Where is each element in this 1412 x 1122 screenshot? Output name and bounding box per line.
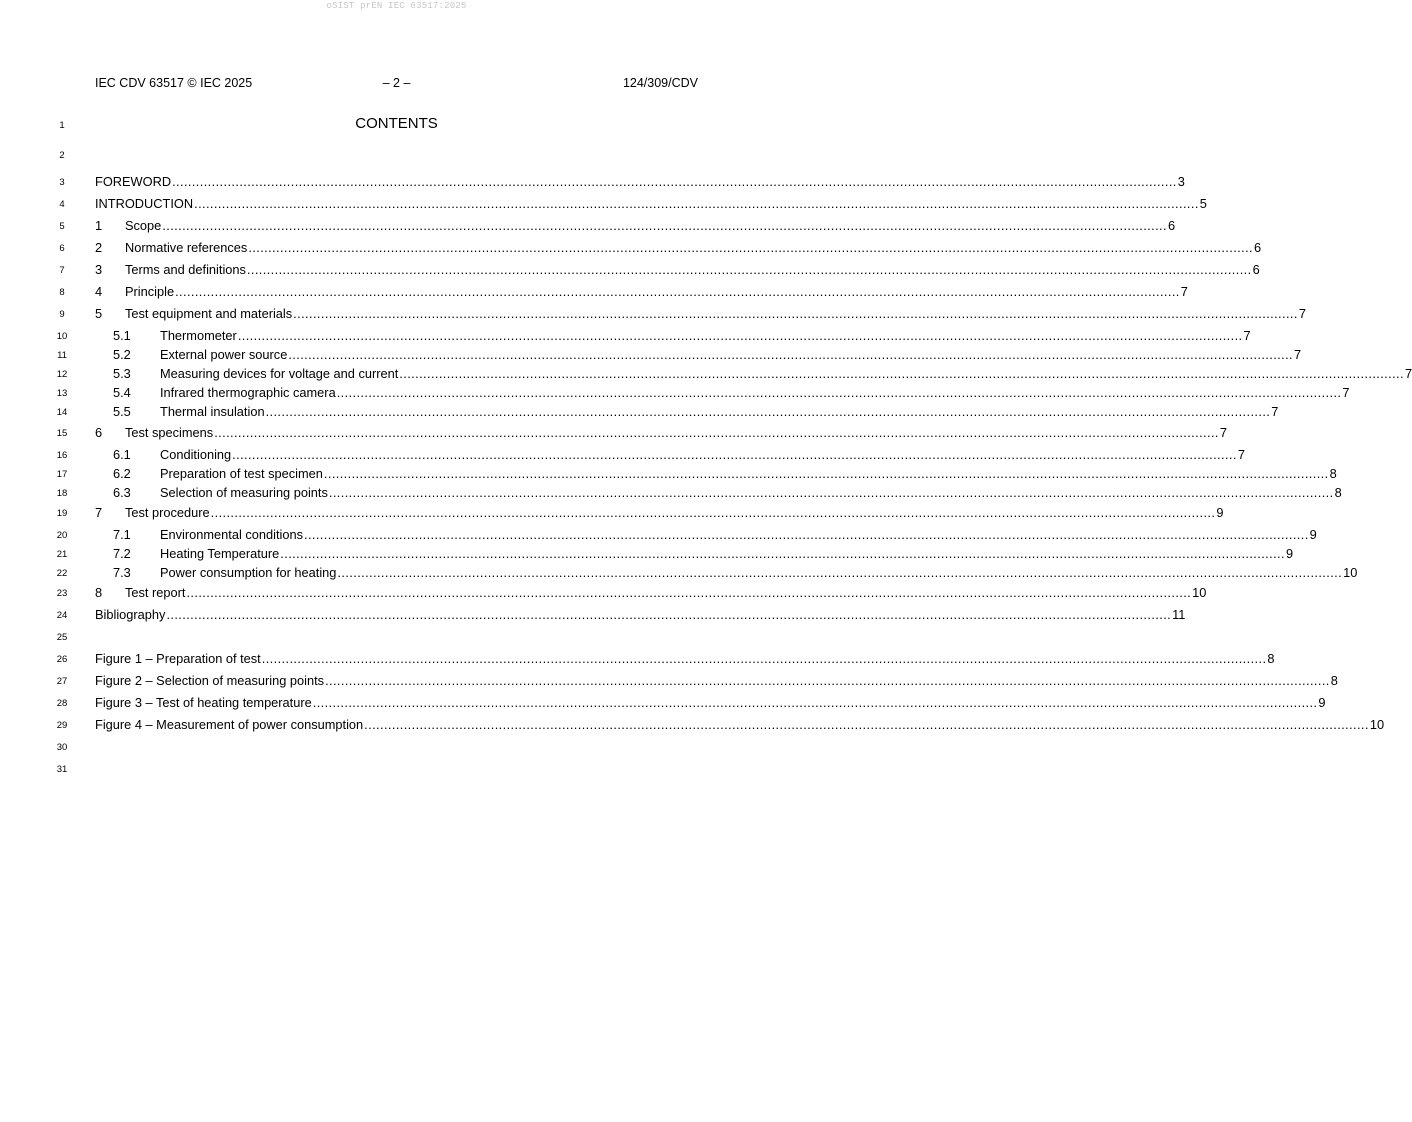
toc-entry-test-specimens[interactable] (95, 425, 1227, 441)
line-number: 9 (59, 309, 65, 320)
toc-entry-number: 4 (95, 284, 103, 299)
toc-entry-test-report[interactable] (95, 585, 1207, 601)
toc-entry-page: 8 (1329, 466, 1337, 481)
toc-entry-title: Measuring devices for voltage and current (160, 366, 399, 381)
toc-entry-number: 7.1 (113, 527, 131, 542)
toc-entry-title: Heating Temperature (160, 546, 280, 561)
toc-leader-dots: .............................................................................................................................................................................................................................................................. (336, 385, 1342, 400)
line-23 (0, 585, 1207, 601)
toc-entry-thermal-insulation[interactable] (113, 404, 1279, 420)
toc-entry-title: Selection of measuring points (160, 485, 328, 500)
line-26 (0, 651, 1275, 667)
toc-leader-dots: .............................................................................................................................................................................................................................................................. (172, 174, 1177, 189)
toc-entry-number: 1 (95, 218, 103, 233)
toc-entry-environmental-conditions[interactable] (113, 527, 1317, 543)
figure-entry-title: Figure 1 – Preparation of test (95, 651, 261, 666)
toc-leader-dots: .............................................................................................................................................................................................................................................................. (337, 565, 1343, 580)
toc-entry-test-procedure[interactable] (95, 505, 1224, 521)
toc-entry-page: 3 (1177, 174, 1185, 189)
toc-entry-introduction[interactable] (95, 196, 1207, 212)
line-8 (0, 284, 1188, 300)
line-number: 30 (56, 742, 68, 753)
line-number: 5 (59, 221, 65, 232)
line-number: 24 (56, 610, 68, 621)
toc-entry-page: 7 (1180, 284, 1188, 299)
toc-leader-dots: .............................................................................................................................................................................................................................................................. (232, 447, 1237, 462)
line-27 (0, 673, 1338, 689)
line-number: 18 (56, 488, 68, 499)
contents-title: CONTENTS (355, 115, 438, 132)
toc-leader-dots: .............................................................................................................................................................................................................................................................. (162, 218, 1167, 233)
line-7 (0, 262, 1260, 278)
toc-entry-page: 7 (1219, 425, 1227, 440)
header-reference: 124/309/CDV (622, 76, 698, 90)
toc-entry-title: Environmental conditions (160, 527, 303, 542)
toc-leader-dots: .............................................................................................................................................................................................................................................................. (194, 196, 1199, 211)
toc-entry-page: 11 (1172, 607, 1186, 622)
line-5 (0, 218, 1176, 234)
toc-leader-dots: .............................................................................................................................................................................................................................................................. (265, 404, 1271, 419)
toc-entry-page: 6 (1252, 262, 1260, 277)
toc-entry-heating-temperature[interactable] (113, 546, 1294, 562)
toc-entry-infrared-camera[interactable] (113, 385, 1350, 401)
toc-entry-number: 5 (95, 306, 103, 321)
line-number: 29 (56, 720, 68, 731)
line-number: 17 (56, 469, 68, 480)
figure-entry-page: 8 (1330, 673, 1338, 688)
line-number: 6 (59, 243, 65, 254)
line-number: 15 (56, 428, 68, 439)
toc-leader-dots: .............................................................................................................................................................................................................................................................. (364, 717, 1369, 732)
toc-entry-number: 5.2 (113, 347, 131, 362)
line-number: 22 (56, 568, 68, 579)
toc-entry-normative-references[interactable] (95, 240, 1262, 256)
toc-leader-dots: .............................................................................................................................................................................................................................................................. (303, 527, 1309, 542)
line-number: 26 (56, 654, 68, 665)
line-number: 19 (56, 508, 68, 519)
figure-entry-title: Figure 4 – Measurement of power consumption (95, 717, 364, 732)
toc-leader-dots: .............................................................................................................................................................................................................................................................. (261, 651, 1267, 666)
line-number: 2 (59, 150, 65, 161)
toc-entry-principle[interactable] (95, 284, 1188, 300)
line-10 (0, 328, 1251, 344)
toc-leader-dots: .............................................................................................................................................................................................................................................................. (237, 328, 1243, 343)
line-24 (0, 607, 1186, 623)
header-document-id: IEC CDV 63517 © IEC 2025 (95, 76, 253, 90)
line-number: 11 (57, 350, 67, 361)
toc-leader-dots: .............................................................................................................................................................................................................................................................. (175, 284, 1180, 299)
line-20 (0, 527, 1317, 543)
toc-entry-title: Power consumption for heating (160, 565, 337, 580)
toc-entry-title: Thermometer (160, 328, 237, 343)
header-page-number: – 2 – (382, 76, 411, 90)
line-4 (0, 196, 1207, 212)
toc-entry-page: 7 (1404, 366, 1412, 381)
toc-entry-title: Terms and definitions (125, 262, 246, 277)
line-number: 7 (59, 265, 65, 276)
toc-entry-number: 3 (95, 262, 103, 277)
line-13 (0, 385, 1350, 401)
line-number: 3 (59, 177, 65, 188)
toc-entry-bibliography[interactable] (95, 607, 1186, 623)
figure-entry-title: Figure 2 – Selection of measuring points (95, 673, 325, 688)
toc-entry-page: 7 (1294, 347, 1302, 362)
line-14 (0, 404, 1279, 420)
toc-entry-terms-definitions[interactable] (95, 262, 1260, 278)
toc-entry-title: Test equipment and materials (125, 306, 293, 321)
toc-entry-page: 7 (1237, 447, 1245, 462)
toc-entry-scope[interactable] (95, 218, 1176, 234)
figure-entry-2[interactable] (95, 673, 1338, 689)
figure-entry-page: 10 (1369, 717, 1385, 732)
toc-entry-thermometer[interactable] (113, 328, 1251, 344)
line-number: 27 (56, 676, 68, 687)
toc-leader-dots: .............................................................................................................................................................................................................................................................. (293, 306, 1298, 321)
line-number: 25 (56, 632, 68, 643)
toc-entry-number: 5.3 (113, 366, 131, 381)
toc-entry-number: 6.2 (113, 466, 131, 481)
line-11 (0, 347, 1302, 363)
line-number: 4 (59, 199, 65, 210)
line-28 (0, 695, 1326, 711)
toc-entry-title: Test report (125, 585, 186, 600)
toc-entry-page: 5 (1199, 196, 1207, 211)
toc-entry-external-power-source[interactable] (113, 347, 1302, 363)
toc-leader-dots: .............................................................................................................................................................................................................................................................. (328, 485, 1334, 500)
line-12 (0, 366, 1412, 382)
toc-entry-number: 7.2 (113, 546, 131, 561)
toc-leader-dots: .............................................................................................................................................................................................................................................................. (186, 585, 1192, 600)
line-number: 8 (59, 287, 65, 298)
line-number: 1 (59, 120, 65, 131)
toc-entry-title: Test procedure (125, 505, 210, 520)
toc-entry-page: 9 (1216, 505, 1224, 520)
line-31 (0, 761, 793, 777)
toc-entry-number: 5.5 (113, 404, 131, 419)
figure-entry-4[interactable] (95, 717, 1385, 733)
toc-entry-page: 7 (1243, 328, 1251, 343)
line-2 (0, 147, 793, 163)
toc-entry-page: 6 (1254, 240, 1262, 255)
toc-leader-dots: .............................................................................................................................................................................................................................................................. (312, 695, 1318, 710)
toc-entry-title: Principle (125, 284, 175, 299)
line-18 (0, 485, 1342, 501)
toc-entry-title: Conditioning (160, 447, 232, 462)
toc-entry-title: Test specimens (125, 425, 214, 440)
figure-entry-title: Figure 3 – Test of heating temperature (95, 695, 312, 710)
toc-entry-title: Bibliography (95, 607, 166, 622)
line-1 (0, 117, 793, 133)
toc-entry-page: 7 (1271, 404, 1279, 419)
toc-leader-dots: .............................................................................................................................................................................................................................................................. (323, 466, 1329, 481)
toc-entry-number: 6 (95, 425, 103, 440)
toc-entry-page: 6 (1167, 218, 1176, 233)
toc-leader-dots: .............................................................................................................................................................................................................................................................. (210, 505, 1216, 520)
toc-entry-number: 7.3 (113, 565, 131, 580)
line-9 (0, 306, 1306, 322)
line-number: 10 (56, 331, 68, 342)
figure-entry-1[interactable] (95, 651, 1275, 667)
toc-leader-dots: .............................................................................................................................................................................................................................................................. (280, 546, 1285, 561)
toc-leader-dots: .............................................................................................................................................................................................................................................................. (399, 366, 1404, 381)
figure-entry-page: 9 (1318, 695, 1326, 710)
toc-entry-title: Thermal insulation (160, 404, 265, 419)
toc-entry-selection-measuring-points[interactable] (113, 485, 1342, 501)
line-number: 31 (56, 764, 68, 775)
toc-entry-title: Infrared thermographic camera (160, 385, 336, 400)
toc-entry-number: 6.3 (113, 485, 131, 500)
line-number: 23 (56, 588, 68, 599)
toc-entry-title: INTRODUCTION (95, 196, 194, 211)
line-16 (0, 447, 1245, 463)
toc-entry-number: 7 (95, 505, 103, 520)
figure-entry-3[interactable] (95, 695, 1326, 711)
line-29 (0, 717, 1385, 733)
line-22 (0, 565, 1358, 581)
toc-leader-dots: .............................................................................................................................................................................................................................................................. (325, 673, 1330, 688)
line-30 (0, 739, 793, 755)
line-3 (0, 174, 1185, 190)
toc-entry-number: 2 (95, 240, 103, 255)
line-number: 13 (56, 388, 68, 399)
toc-entry-page: 8 (1334, 485, 1342, 500)
toc-entry-number: 5.1 (113, 328, 131, 343)
toc-entry-title: Normative references (125, 240, 248, 255)
line-19 (0, 505, 1224, 521)
line-15 (0, 425, 1227, 441)
toc-entry-page: 9 (1285, 546, 1294, 561)
document-watermark: oSIST prEN IEC 63517:2025 (326, 1, 467, 11)
toc-entry-number: 8 (95, 585, 103, 600)
toc-entry-page: 7 (1342, 385, 1350, 400)
toc-entry-test-equipment[interactable] (95, 306, 1306, 322)
toc-entry-title: Preparation of test specimen (160, 466, 323, 481)
line-number: 28 (56, 698, 68, 709)
toc-entry-measuring-devices[interactable] (113, 366, 1412, 382)
line-number: 20 (56, 530, 68, 541)
toc-entry-conditioning[interactable] (113, 447, 1245, 463)
toc-leader-dots: .............................................................................................................................................................................................................................................................. (214, 425, 1219, 440)
toc-leader-dots: .............................................................................................................................................................................................................................................................. (246, 262, 1252, 277)
line-25 (0, 629, 793, 645)
toc-entry-page: 9 (1309, 527, 1317, 542)
toc-leader-dots: .............................................................................................................................................................................................................................................................. (248, 240, 1253, 255)
toc-entry-title: FOREWORD (95, 174, 172, 189)
line-21 (0, 546, 1294, 562)
line-number: 16 (56, 450, 68, 461)
toc-entry-number: 5.4 (113, 385, 131, 400)
line-number: 21 (56, 549, 68, 560)
toc-leader-dots: .............................................................................................................................................................................................................................................................. (166, 607, 1172, 622)
toc-entry-foreword[interactable] (95, 174, 1185, 190)
toc-leader-dots: .............................................................................................................................................................................................................................................................. (288, 347, 1293, 362)
figure-entry-page: 8 (1267, 651, 1275, 666)
line-17 (0, 466, 1337, 482)
line-number: 14 (56, 407, 68, 418)
toc-entry-preparation-specimen[interactable] (113, 466, 1337, 482)
toc-entry-page: 10 (1343, 565, 1358, 580)
toc-entry-number: 6.1 (113, 447, 131, 462)
toc-entry-page: 10 (1192, 585, 1207, 600)
line-6 (0, 240, 1262, 256)
page-header (95, 76, 698, 92)
toc-entry-power-consumption[interactable] (113, 565, 1358, 581)
line-number: 12 (56, 369, 68, 380)
toc-entry-title: External power source (160, 347, 288, 362)
toc-entry-page: 7 (1298, 306, 1306, 321)
toc-entry-title: Scope (125, 218, 162, 233)
